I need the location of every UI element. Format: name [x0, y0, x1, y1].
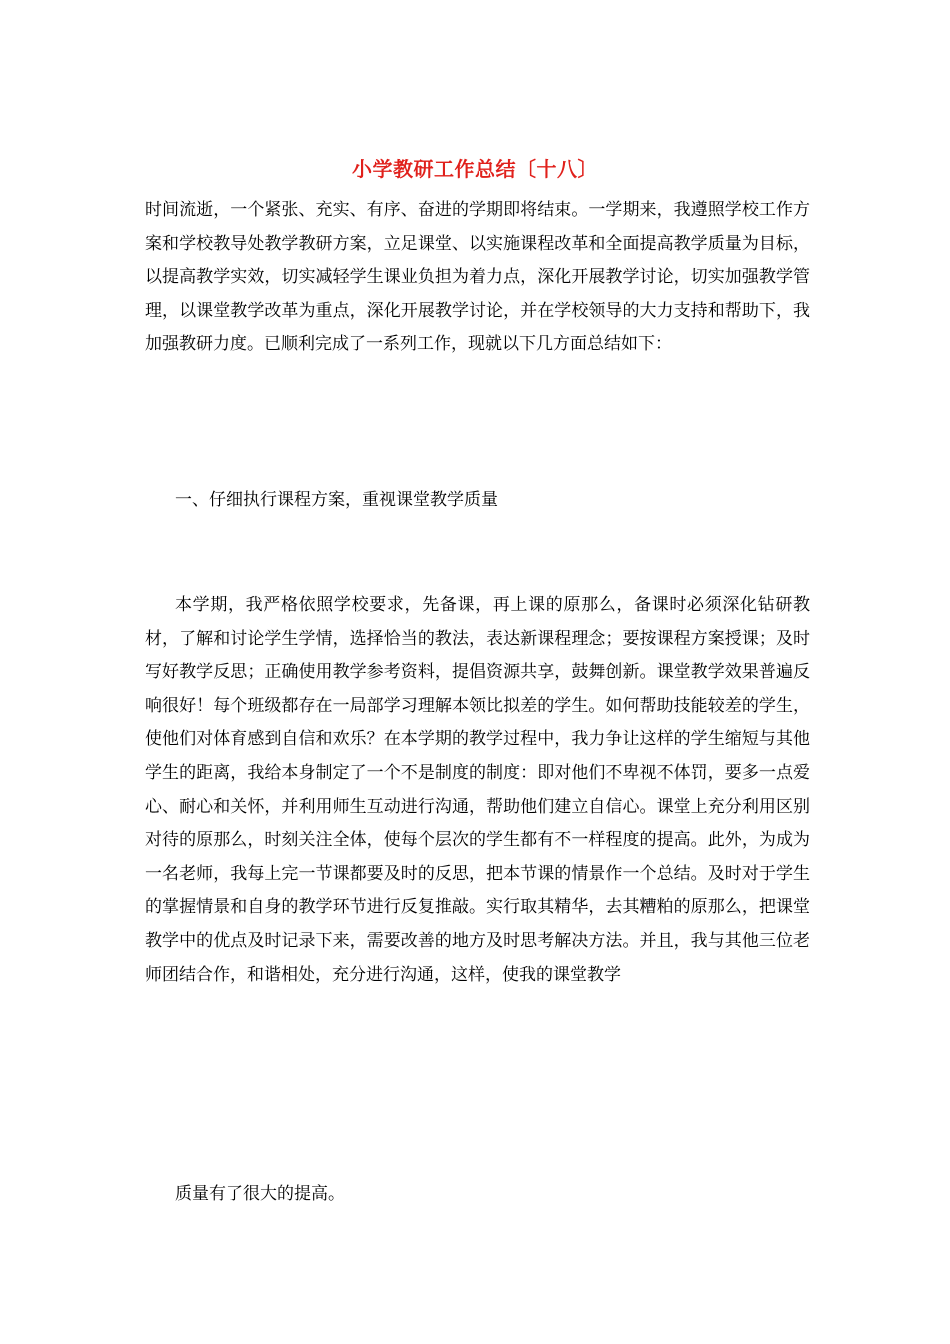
section-heading: 一、仔细执行课程方案，重视课堂教学质量: [175, 490, 498, 510]
body-paragraph: 本学期，我严格依照学校要求，先备课，再上课的原那么，备课时必须深化钻研教材，了解和讨论学生学情，选择恰当的教法，表达新课程理念；要按课程方案授课；及时写好教学反思；正确使用教学参考资料，提倡资源共享，鼓舞创新。课堂教学效果普遍反响很好！每个班级都存在一局部学习理解本领比拟差的学生。如何帮助技能较差的学生，使他们对体育感到自信和欢乐？在本学期的教学过程中，我力争让这样的学生缩短与其他学生的距离，我给本身制定了一个不是制度的制度：即对他们不卑视不体罚，要多一点爱心、耐心和关怀，并利用师生互动进行沟通，帮助他们建立自信心。课堂上充分利用区别对待的原那么，时刻关注全体，使每个层次的学生都有不一样程度的提高。此外，为成为一名老师，我每上完一节课都要及时的反思，把本节课的情景作一个总结。及时对于学生的掌握情景和自身的教学环节进行反复推敲。实行取其精华，去其糟粕的原那么，把课堂教学中的优点及时记录下来，需要改善的地方及时思考解决方法。并且，我与其他三位老师团结合作，和谐相处，充分进行沟通，这样，使我的课堂教学: [145, 595, 810, 985]
closing-paragraph: 质量有了很大的提高。: [175, 1184, 345, 1204]
document-title: 小学教研工作总结〔十八〕: [352, 157, 598, 181]
intro-paragraph: 时间流逝，一个紧张、充实、有序、奋进的学期即将结束。一学期来，我遵照学校工作方案和学校教导处教学教研方案，立足课堂、以实施课程改革和全面提高教学质量为目标，以提高教学实效，切实减轻学生课业负担为着力点，深化开展教学讨论，切实加强教学管理，以课堂教学改革为重点，深化开展教学讨论，并在学校领导的大力支持和帮助下，我加强教研力度。已顺利完成了一系列工作，现就以下几方面总结如下：: [145, 200, 810, 355]
